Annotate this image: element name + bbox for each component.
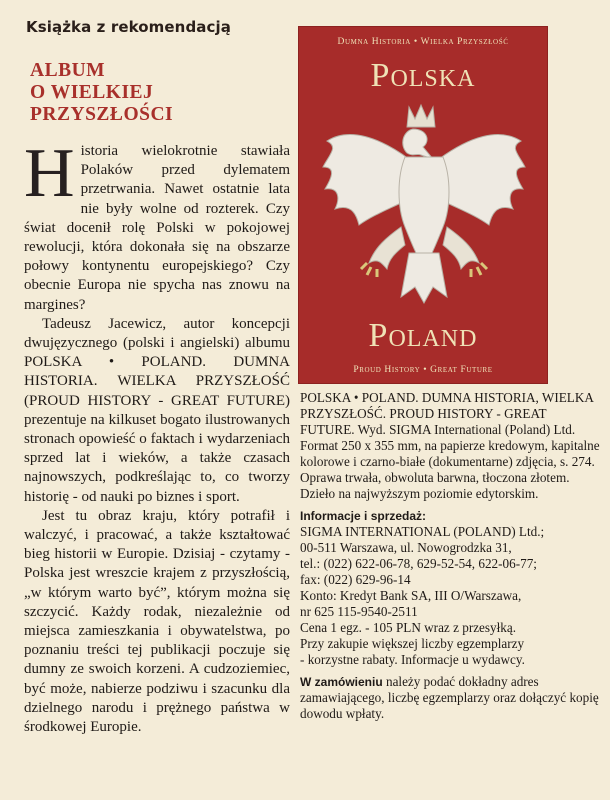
article-title xyxy=(30,60,260,126)
order-bold: W zamówieniu xyxy=(300,675,383,689)
order-rest: należy podać dokładny adres zamawiającego, liczbę egzemplarzy oraz dołączyć kopię dowodu wpłaty. xyxy=(300,674,599,721)
info-line: tel.: (022) 622-06-78, 629-52-54, 622-06-77; xyxy=(300,556,537,571)
book-cover xyxy=(298,26,548,384)
info-line: nr 625 115-9540-2511 xyxy=(300,604,418,619)
cover-title-pl: Polska xyxy=(370,57,476,94)
article-body xyxy=(24,135,290,737)
cover-title-en: Poland xyxy=(368,317,478,354)
info-line: fax: (022) 629-96-14 xyxy=(300,572,411,587)
white-eagle-icon xyxy=(309,97,539,317)
info-line: 00-511 Warszawa, ul. Nowogrodzka 31, xyxy=(300,540,512,555)
cover-bottom-text: Proud History • Great Future xyxy=(353,365,493,375)
paragraph-2: Tadeusz Jacewicz, autor koncepcji dwujęzycznego (polski i angielski) albumu POLSKA • POLAND. DUMNA HISTORIA. WIELKA PRZYSZŁOŚĆ (PROUD HISTORY - GREAT FUTURE) prezentuje na kilkuset bogato ilustrowanych stronach opowieść o faktach i wydarzeniach sprzed lat i wieków, a także czasach najnowszych, podkreślając to, co tworzy historię - od nauki po biznes i sport. xyxy=(24,315,290,505)
title-line-1: ALBUM xyxy=(30,60,106,81)
paragraph-1 xyxy=(24,135,290,315)
info-line: Konto: Kredyt Bank SA, III O/Warszawa, xyxy=(300,588,522,603)
book-description: POLSKA • POLAND. DUMNA HISTORIA, WIELKA PRZYSZŁOŚĆ. PROUD HISTORY - GREAT FUTURE. Wyd. SIGMA International (Poland) Ltd. Format 250 x 355 mm, na papierze kredowym, kapitalne kolorowe i czarno-białe (dokumentarne) zdjęcia, s. 274. Oprawa trwała, obwoluta barwna, tłoczona złotem. Dzieło na najwyższym poziomie edytorskim. xyxy=(300,390,600,501)
info-line: - korzystne rabaty. Informacje u wydawcy. xyxy=(300,652,525,667)
info-line: Przy zakupie większej liczby egzemplarzy xyxy=(300,636,525,651)
cover-top-text: Dumna Historia • Wielka Przyszłość xyxy=(337,37,509,47)
info-line: SIGMA INTERNATIONAL (POLAND) Ltd.; xyxy=(300,524,545,539)
drop-cap: H xyxy=(24,135,75,212)
info-heading: Informacje i sprzedaż: xyxy=(300,509,427,523)
section-label: Książka z rekomendacją xyxy=(26,18,231,36)
book-info xyxy=(300,390,600,722)
title-line-2: O WIELKIEJ xyxy=(30,82,154,103)
order-note xyxy=(300,674,600,722)
info-line: Cena 1 egz. - 105 PLN wraz z przesyłką. xyxy=(300,620,517,635)
title-line-3: PRZYSZŁOŚCI xyxy=(30,104,174,125)
paragraph-1-text: istoria wielokrotnie stawiała Polaków przed dylematem przetrwania. Nawet ostatnie lata nie były wolne od rozterek. Czy świat docenił rolę Polski w pokojowej rewolucji, która dokonała się na obszarze połowy kontynentu europejskiego? Czy obecnie Europa nie spycha nas znowu na margines? xyxy=(24,143,290,313)
paragraph-3: Jest tu obraz kraju, który potrafił i walczyć, i pracować, a także kształtować bieg historii w Europie. Dzisiaj - czytamy - Polska jest wreszcie krajem z przyszłością, „w którym warto być”, którym można się szczycić. Każdy rodak, niezależnie od miejsca zamieszkania i obywatelstwa, po poznaniu treści tej publikacji poczuje się dumny ze swoich korzeni. A cudzoziemiec, być może, nabierze podziwu i szacunku dla dzielnego narodu i prężnego państwa w środkowej Europie. xyxy=(24,507,290,736)
